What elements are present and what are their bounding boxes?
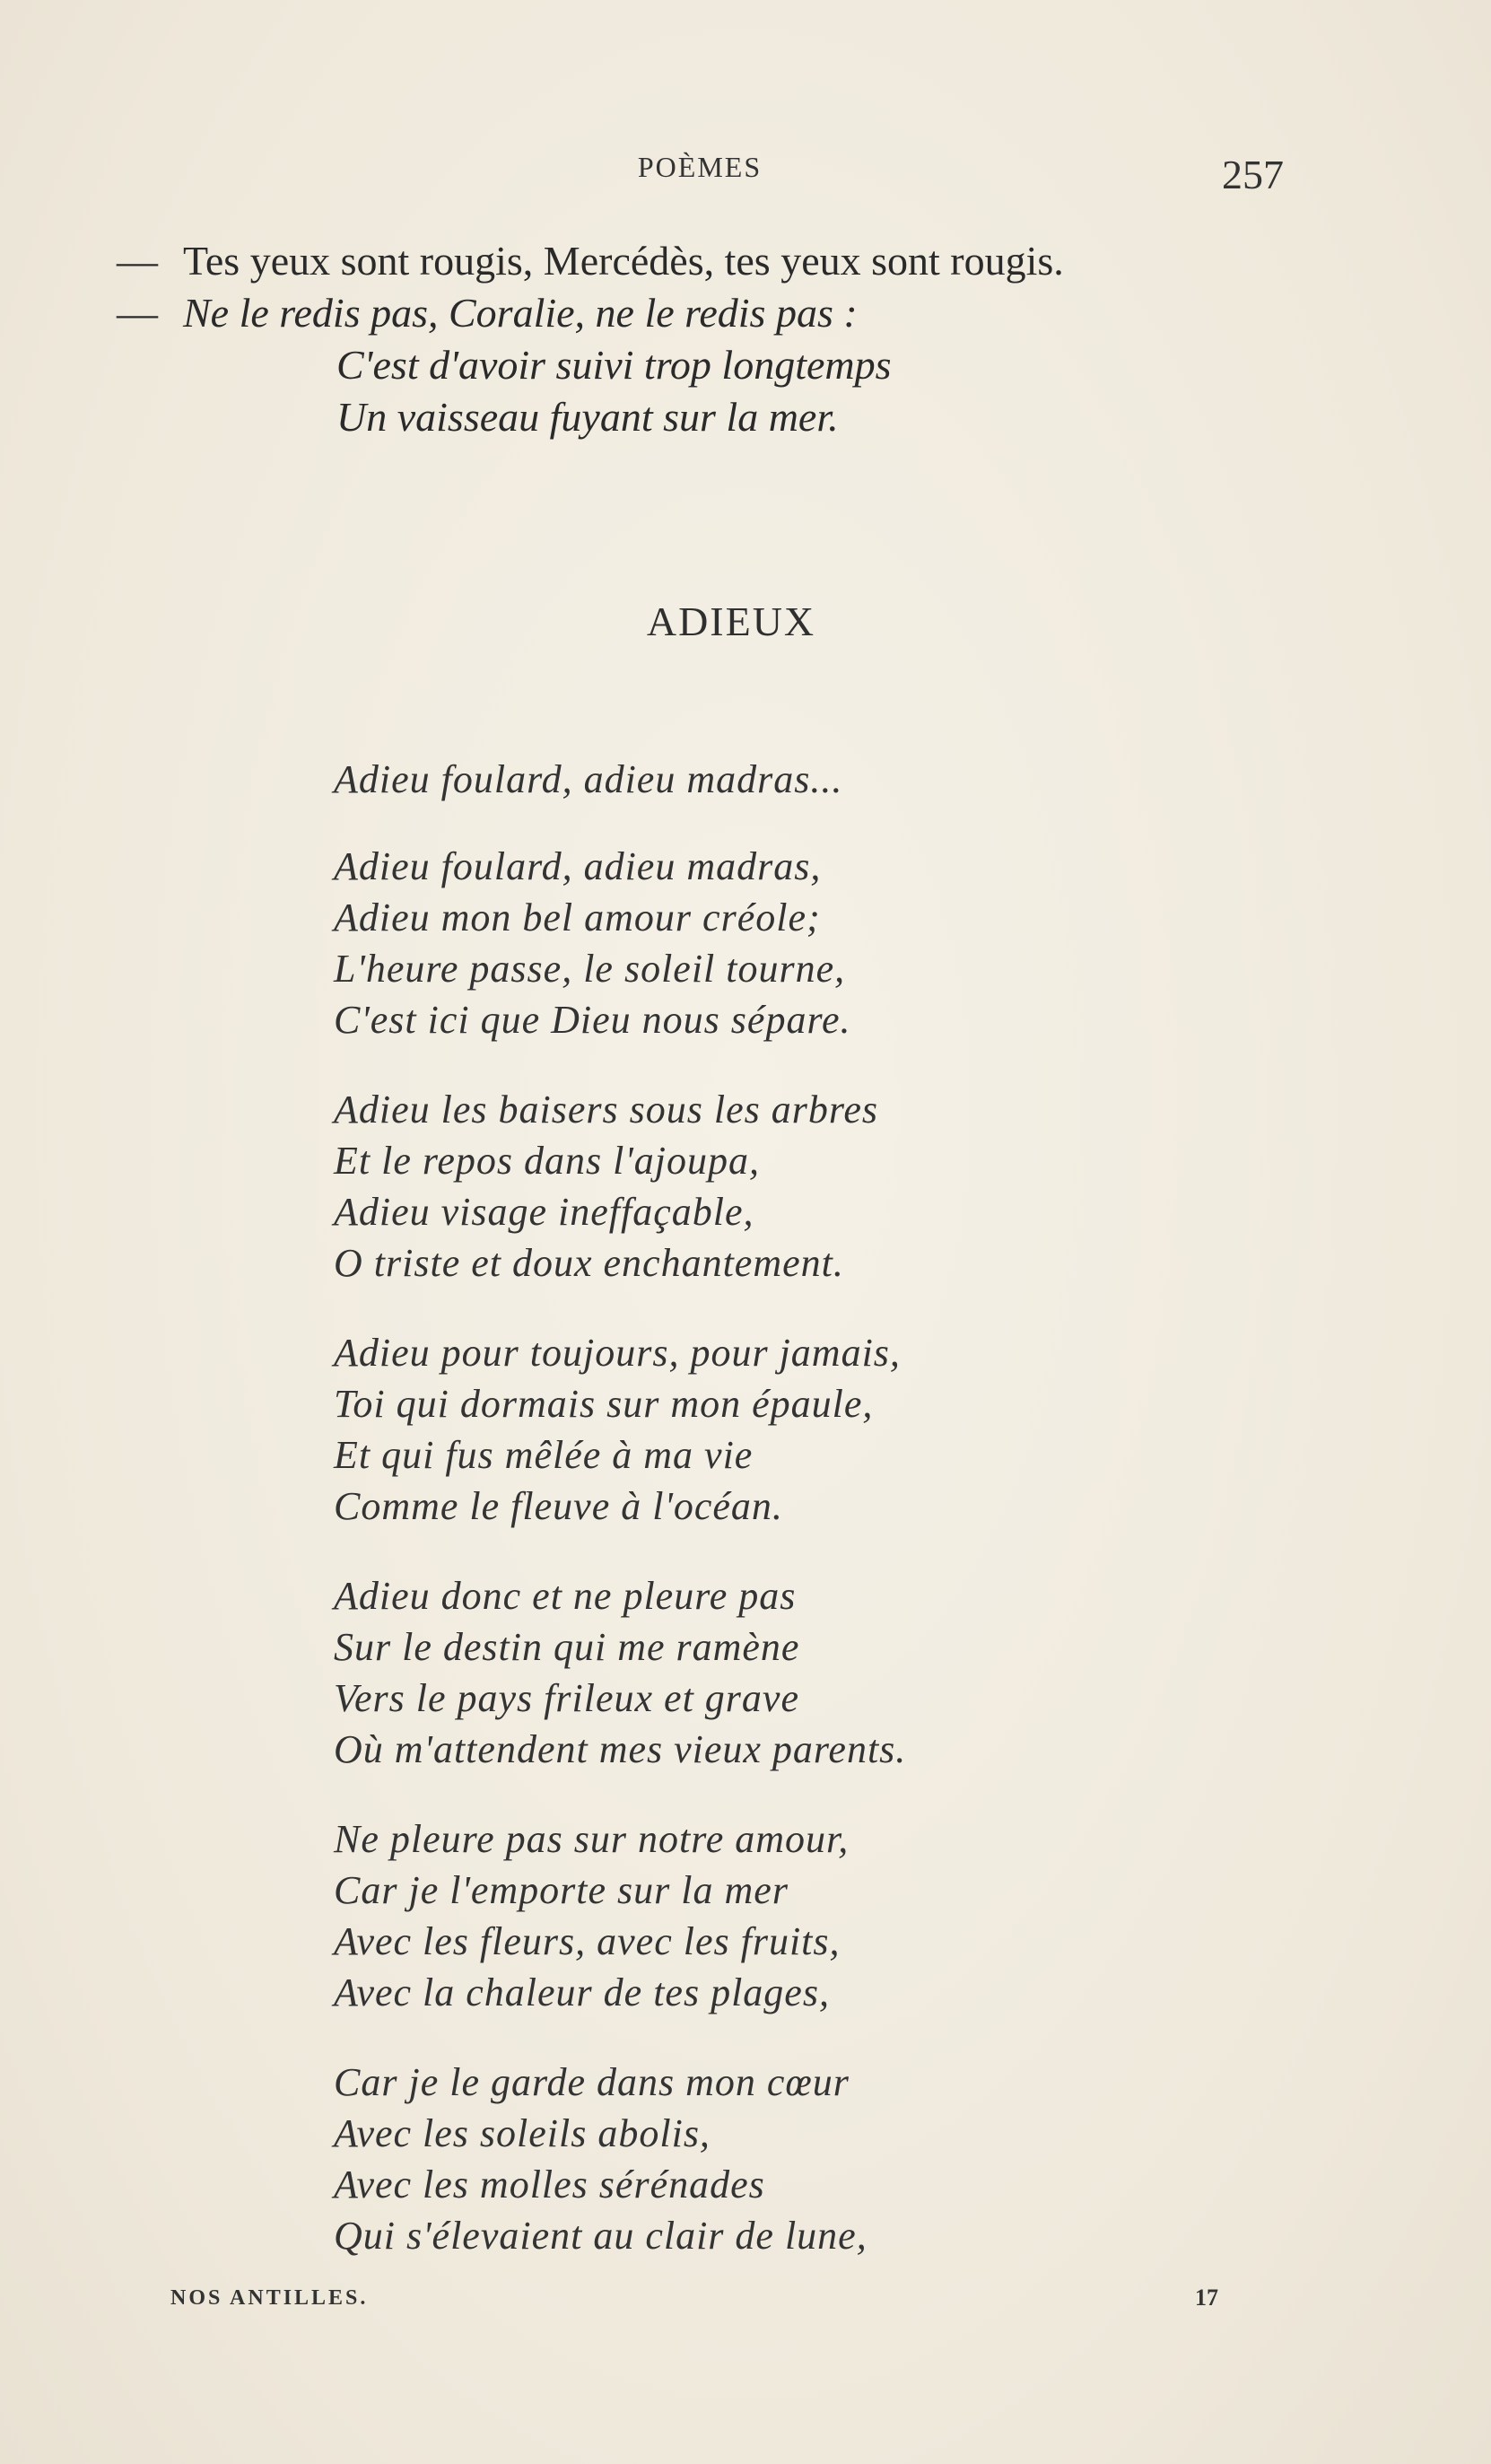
verse: Avec les molles sérénades — [334, 2163, 765, 2206]
verse: Avec les fleurs, avec les fruits, — [334, 1919, 841, 1963]
verse: Toi qui dormais sur mon épaule, — [334, 1382, 874, 1426]
dialogue-line — [117, 287, 1064, 339]
dialogue-line-text: Ne le redis pas, Coralie, ne le redis pas : — [183, 290, 858, 336]
page-number: 257 — [1222, 152, 1284, 197]
verse: Avec la chaleur de tes plages, — [334, 1970, 830, 2014]
stanza — [334, 1084, 906, 1289]
poem-body — [334, 754, 906, 2261]
verse: Car je l'emporte sur la mer — [334, 1868, 789, 1912]
verse: L'heure passe, le soleil tourne, — [334, 947, 846, 991]
stanza — [334, 841, 906, 1045]
verse: Où m'attendent mes vieux parents. — [334, 1727, 907, 1771]
running-title: POÈMES — [637, 151, 763, 183]
dialogue-line: C'est d'avoir suivi trop longtemps — [336, 342, 892, 388]
dialogue-line-text: Tes yeux sont rougis, Mercédès, tes yeux sont rougis. — [183, 238, 1064, 284]
poem-epigraph: Adieu foulard, adieu madras... — [334, 757, 843, 801]
em-dash: — — [117, 290, 158, 336]
em-dash: — — [117, 238, 158, 284]
verse: Avec les soleils abolis, — [334, 2111, 711, 2155]
dialogue-line: Un vaisseau fuyant sur la mer. — [336, 394, 839, 440]
verse: Qui s'élevaient au clair de lune, — [334, 2214, 868, 2258]
poem-title: ADIEUX — [646, 599, 816, 644]
verse: Adieu foulard, adieu madras, — [334, 844, 822, 888]
verse: Adieu mon bel amour créole; — [334, 896, 821, 939]
verse: Sur le destin qui me ramène — [334, 1625, 800, 1669]
verse: Adieu visage ineffaçable, — [334, 1190, 754, 1234]
stanza — [334, 1327, 906, 1532]
signature-mark: NOS ANTILLES. — [170, 2286, 369, 2310]
verse: Adieu pour toujours, pour jamais, — [334, 1331, 901, 1375]
sheet-number: 17 — [1195, 2285, 1218, 2311]
verse: O triste et doux enchantement. — [334, 1241, 844, 1285]
verse: Et qui fus mêlée à ma vie — [334, 1433, 754, 1477]
verse: Et le repos dans l'ajoupa, — [334, 1139, 760, 1183]
dialogue-verses — [117, 235, 1064, 443]
stanza — [334, 1570, 906, 1775]
verse: Adieu donc et ne pleure pas — [334, 1574, 797, 1618]
verse: Vers le pays frileux et grave — [334, 1676, 799, 1720]
verse: Ne pleure pas sur notre amour, — [334, 1817, 850, 1861]
verse: C'est ici que Dieu nous sépare. — [334, 998, 851, 1042]
stanza — [334, 2057, 906, 2261]
verse: Comme le fleuve à l'océan. — [334, 1484, 783, 1528]
verse: Car je le garde dans mon cœur — [334, 2060, 850, 2104]
stanza — [334, 1813, 906, 2018]
verse: Adieu les baisers sous les arbres — [334, 1088, 879, 1132]
dialogue-line — [117, 235, 1064, 287]
